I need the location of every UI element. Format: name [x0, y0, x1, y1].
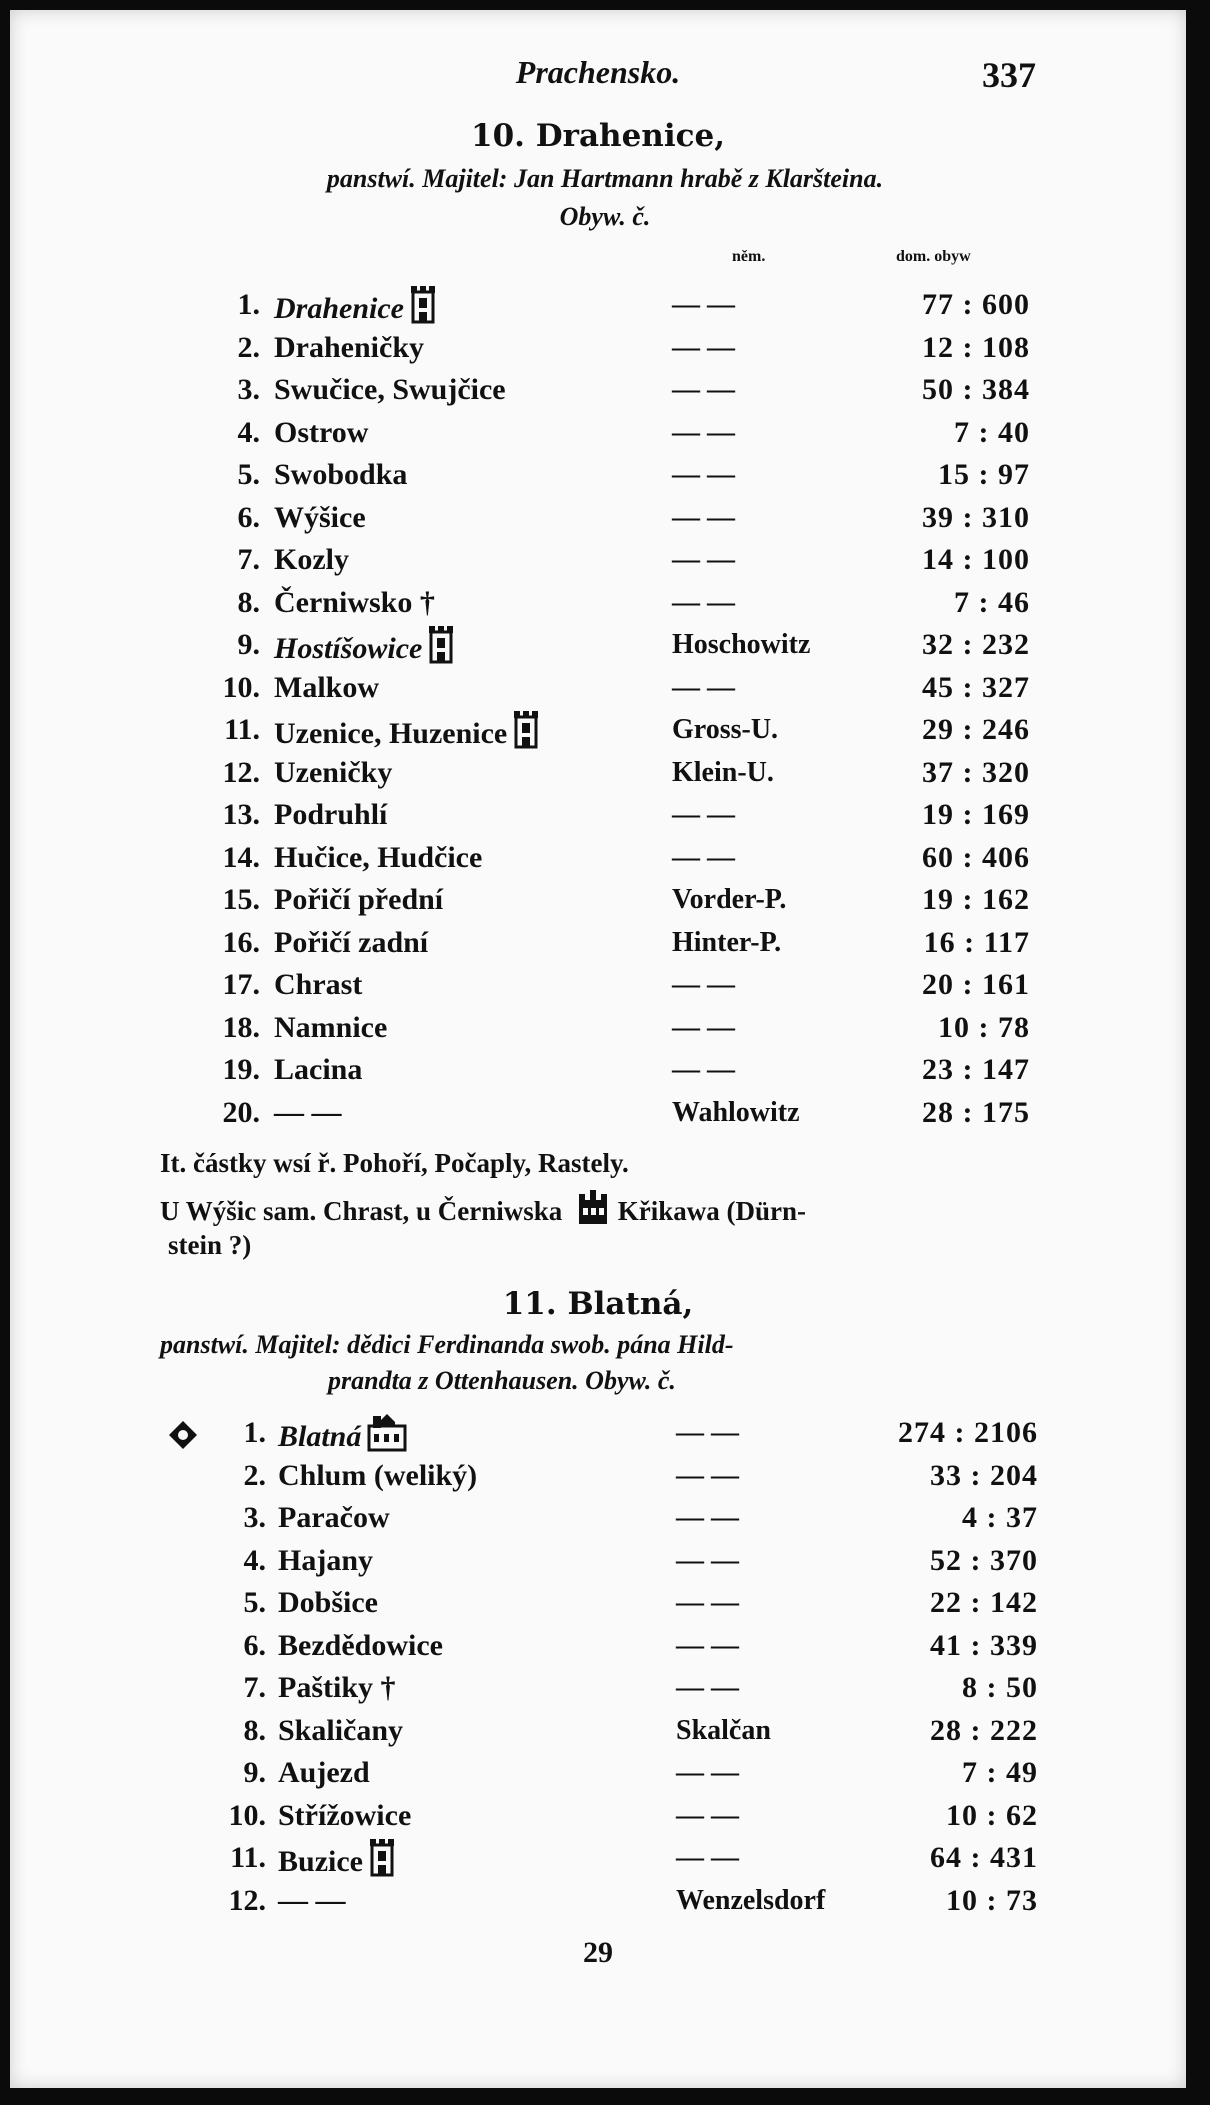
row-number: 18.	[222, 1010, 260, 1044]
section-title-drahenice: 10. Drahenice,	[471, 118, 725, 154]
german-name: — —	[676, 1672, 739, 1703]
village-name-text: Podruhlí	[274, 798, 388, 831]
village-name-text: Paračow	[278, 1501, 390, 1534]
houses-inhabitants: 7 : 46	[954, 585, 1030, 619]
german-name: — —	[676, 1459, 739, 1491]
row-number: 17.	[222, 968, 260, 1001]
german-name: Skalčan	[676, 1714, 771, 1746]
german-name: — —	[676, 1502, 739, 1533]
section1-row	[10, 964, 1186, 1006]
section1-row	[10, 539, 1186, 581]
section-subtitle-line1: panstwí. Majitel: Jan Hartmann hrabě z Klaršteina.	[326, 164, 884, 193]
houses-inhabitants: 7 : 49	[962, 1756, 1038, 1789]
section1-row	[10, 879, 1186, 921]
row-number: 12.	[228, 1883, 266, 1917]
village-name-text: Paštiky †	[278, 1671, 396, 1704]
village-name	[278, 1455, 477, 1497]
village-name	[278, 1880, 346, 1922]
sheet-number: 29	[583, 1936, 613, 1969]
page-number: 337	[982, 55, 1036, 95]
village-name-text: Blatná	[278, 1420, 362, 1453]
village-name-text: Kozly	[274, 543, 349, 576]
village-name	[274, 964, 362, 1006]
column-header-houses-inhabitants: dom. obyw	[896, 248, 971, 265]
row-number: 10.	[222, 670, 260, 704]
castle-ruin-icon	[575, 1186, 611, 1226]
village-name	[274, 1007, 387, 1049]
running-title: Prachensko.	[515, 54, 681, 90]
section2-row	[10, 1455, 1186, 1497]
row-number: 12.	[222, 755, 260, 789]
section1-row	[10, 667, 1186, 709]
row-number: 1.	[243, 1416, 266, 1449]
houses-inhabitants: 28 : 222	[930, 1713, 1038, 1747]
german-name: Hoschowitz	[672, 629, 811, 660]
village-name	[278, 1540, 373, 1582]
row-number: 8.	[243, 1713, 266, 1747]
houses-inhabitants: 10 : 62	[946, 1798, 1038, 1832]
village-name	[274, 369, 506, 411]
section1-row	[10, 624, 1186, 666]
german-name: — —	[672, 501, 735, 533]
section2-row	[10, 1412, 1186, 1454]
german-name: Wenzelsdorf	[676, 1884, 826, 1916]
village-name-text: — —	[274, 1095, 342, 1129]
houses-inhabitants: 7 : 40	[954, 415, 1030, 449]
section-title-blatna: 11. Blatná,	[502, 1286, 694, 1322]
german-name: — —	[676, 1842, 739, 1873]
castle-icon	[369, 1837, 395, 1877]
village-name	[278, 1667, 396, 1709]
village-name	[274, 837, 482, 879]
village-name	[274, 752, 392, 794]
houses-inhabitants: 52 : 370	[930, 1543, 1038, 1577]
houses-inhabitants: 28 : 175	[922, 1095, 1030, 1129]
german-name: — —	[672, 459, 735, 490]
row-number: 4.	[243, 1543, 266, 1577]
row-number: 2.	[237, 330, 260, 364]
houses-inhabitants: 10 : 73	[946, 1883, 1038, 1917]
houses-inhabitants: 64 : 431	[930, 1841, 1038, 1874]
section1-row	[10, 1092, 1186, 1134]
village-name	[278, 1710, 403, 1752]
village-name	[274, 539, 349, 581]
village-name-text: Malkow	[274, 670, 379, 704]
note-castle-ruin-text-2: Křikawa (Dürn-	[617, 1196, 807, 1226]
row-number: 14.	[222, 840, 260, 874]
houses-inhabitants: 39 : 310	[922, 500, 1030, 534]
german-name: — —	[672, 544, 735, 575]
village-name	[274, 412, 368, 454]
row-number: 20.	[222, 1095, 260, 1129]
village-name	[274, 794, 387, 836]
section2-row	[10, 1667, 1186, 1709]
houses-inhabitants: 15 : 97	[938, 458, 1030, 491]
section1-row	[10, 794, 1186, 836]
houses-inhabitants: 29 : 246	[922, 713, 1030, 746]
section1-row	[10, 709, 1186, 751]
village-name-text: Swobodka	[274, 458, 408, 491]
village-name-text: Střížowice	[278, 1798, 412, 1832]
german-name: — —	[672, 1011, 735, 1043]
village-name-text: Buzice	[278, 1845, 363, 1878]
row-number: 13.	[222, 798, 260, 831]
section2-row	[10, 1582, 1186, 1624]
section2-row	[10, 1837, 1186, 1879]
houses-inhabitants: 16 : 117	[923, 925, 1030, 959]
houses-inhabitants: 10 : 78	[938, 1010, 1030, 1044]
german-name: — —	[672, 841, 735, 873]
section2-row	[10, 1880, 1186, 1922]
section1-row	[10, 752, 1186, 794]
running-head	[10, 54, 1186, 98]
row-number: 10.	[228, 1798, 266, 1832]
village-name-text: Hučice, Hudčice	[274, 840, 483, 874]
german-name: — —	[672, 331, 735, 363]
german-name: — —	[676, 1799, 739, 1831]
section2-row	[10, 1540, 1186, 1582]
row-number: 6.	[237, 500, 260, 534]
row-number: 3.	[243, 1501, 266, 1534]
section2-row	[10, 1795, 1186, 1837]
german-name: Klein-U.	[672, 756, 774, 788]
village-name-text: Lacina	[274, 1053, 363, 1086]
village-name	[278, 1412, 407, 1458]
german-name: — —	[676, 1587, 739, 1618]
village-name	[274, 582, 435, 624]
village-name	[278, 1625, 443, 1667]
note-castle-ruin	[160, 1186, 1040, 1230]
village-name-text: Chlum (weliký)	[278, 1458, 478, 1492]
village-name-text: Skaličany	[278, 1713, 404, 1747]
german-name: — —	[676, 1629, 739, 1661]
german-name: — —	[676, 1417, 739, 1448]
village-name-text: Draheničky	[274, 330, 424, 364]
houses-inhabitants: 274 : 2106	[898, 1416, 1038, 1449]
section1-row	[10, 582, 1186, 624]
houses-inhabitants: 19 : 162	[922, 883, 1030, 916]
houses-inhabitants: 22 : 142	[930, 1586, 1038, 1619]
german-name: — —	[676, 1544, 739, 1576]
houses-inhabitants: 20 : 161	[922, 968, 1030, 1001]
german-name: Hinter-P.	[672, 926, 782, 958]
castle-icon	[513, 709, 539, 749]
column-header-german: něm.	[732, 248, 766, 265]
section2-row	[10, 1625, 1186, 1667]
chateau-icon	[367, 1412, 407, 1452]
row-number: 6.	[243, 1628, 266, 1662]
german-name: — —	[672, 671, 735, 703]
village-name	[274, 624, 454, 670]
houses-inhabitants: 41 : 339	[930, 1628, 1038, 1662]
village-name-text: Aujezd	[278, 1756, 370, 1789]
german-name: — —	[672, 799, 735, 830]
section2-row	[10, 1497, 1186, 1539]
row-number: 9.	[237, 628, 260, 661]
village-name-text: Černiwsko †	[274, 585, 435, 619]
row-number: 2.	[243, 1458, 266, 1492]
village-name-text: Pořičí přední	[274, 883, 444, 916]
village-name-text: Uzeničky	[274, 755, 393, 789]
houses-inhabitants: 19 : 169	[922, 798, 1030, 831]
village-name-text: Ostrow	[274, 415, 369, 449]
village-name	[274, 454, 407, 496]
row-number: 7.	[237, 543, 260, 576]
village-name	[274, 327, 424, 369]
village-name-text: Namnice	[274, 1010, 388, 1044]
village-name-text: Bezdědowice	[278, 1628, 443, 1662]
section1-row	[10, 1007, 1186, 1049]
village-name	[274, 284, 436, 330]
section1-row	[10, 837, 1186, 879]
german-name: — —	[672, 289, 735, 320]
village-name	[278, 1795, 411, 1837]
village-name-text: Drahenice	[274, 292, 404, 325]
german-name: — —	[676, 1757, 739, 1788]
village-name	[278, 1837, 395, 1883]
houses-inhabitants: 37 : 320	[922, 755, 1030, 789]
row-number: 3.	[237, 373, 260, 406]
village-name	[278, 1582, 378, 1624]
row-number: 5.	[243, 1586, 266, 1619]
village-name	[274, 1049, 362, 1091]
section2-row	[10, 1710, 1186, 1752]
village-name	[274, 667, 379, 709]
village-name-text: Swučice, Swujčice	[274, 373, 506, 406]
houses-inhabitants: 60 : 406	[922, 840, 1030, 874]
section1-row	[10, 369, 1186, 411]
houses-inhabitants: 12 : 108	[922, 330, 1030, 364]
section2-subtitle-line1: panstwí. Majitel: dědici Ferdinanda swob. pána Hild-	[160, 1330, 734, 1359]
section2-row	[10, 1752, 1186, 1794]
village-name	[278, 1497, 390, 1539]
houses-inhabitants: 45 : 327	[922, 670, 1030, 704]
german-name: — —	[672, 586, 735, 618]
row-number: 9.	[243, 1756, 266, 1789]
houses-inhabitants: 77 : 600	[922, 288, 1030, 321]
document-page	[10, 10, 1186, 2088]
village-name	[274, 1092, 342, 1134]
section1-row	[10, 327, 1186, 369]
row-number: 4.	[237, 415, 260, 449]
houses-inhabitants: 23 : 147	[922, 1053, 1030, 1086]
row-number: 8.	[237, 585, 260, 619]
village-name-text: Uzenice, Huzenice	[274, 717, 508, 750]
section1-row	[10, 922, 1186, 964]
village-name-text: Hajany	[278, 1543, 374, 1577]
german-name: — —	[672, 374, 735, 405]
row-number: 1.	[237, 288, 260, 321]
row-number: 16.	[222, 925, 260, 959]
village-name	[274, 879, 443, 921]
note-castle-ruin-text: U Wýšic sam. Chrast, u Černiwska	[160, 1196, 563, 1226]
row-number: 19.	[222, 1053, 260, 1086]
section1-row	[10, 497, 1186, 539]
german-name: — —	[672, 969, 735, 1000]
houses-inhabitants: 32 : 232	[922, 628, 1030, 661]
castle-icon	[428, 624, 454, 664]
village-name-text: Dobšice	[278, 1586, 378, 1619]
village-name	[274, 497, 366, 539]
german-name: Gross-U.	[672, 714, 779, 745]
houses-inhabitants: 4 : 37	[962, 1501, 1038, 1534]
section1-row	[10, 412, 1186, 454]
village-name-text: Wýšice	[274, 500, 366, 534]
village-name-text: Chrast	[274, 968, 363, 1001]
village-name-text: Pořičí zadní	[274, 925, 429, 959]
houses-inhabitants: 14 : 100	[922, 543, 1030, 576]
german-name: Wahlowitz	[672, 1096, 800, 1128]
village-name-text: Hostíšowice	[274, 632, 423, 665]
castle-icon	[410, 284, 436, 324]
section1-row	[10, 284, 1186, 326]
houses-inhabitants: 33 : 204	[930, 1458, 1038, 1492]
village-name	[274, 709, 539, 755]
section1-row	[10, 1049, 1186, 1091]
houses-inhabitants: 8 : 50	[962, 1671, 1038, 1704]
german-name: — —	[672, 416, 735, 448]
row-number: 15.	[222, 883, 260, 916]
row-number: 11.	[230, 1841, 266, 1874]
village-name-text: — —	[278, 1883, 346, 1917]
section-subtitle-line2: Obyw. č.	[559, 202, 651, 231]
section2-subtitle-line2: prandta z Ottenhausen. Obyw. č.	[328, 1366, 676, 1395]
note-hamlets: It. částky wsí ř. Pohoří, Počaply, Rastely.	[160, 1148, 629, 1178]
german-name: Vorder-P.	[672, 884, 787, 915]
row-number: 5.	[237, 458, 260, 491]
section1-row	[10, 454, 1186, 496]
village-name	[274, 922, 428, 964]
row-number: 11.	[224, 713, 260, 746]
row-number: 7.	[243, 1671, 266, 1704]
houses-inhabitants: 50 : 384	[922, 373, 1030, 406]
village-name	[278, 1752, 370, 1794]
note-continuation: stein ?)	[168, 1230, 252, 1260]
german-name: — —	[672, 1054, 735, 1085]
